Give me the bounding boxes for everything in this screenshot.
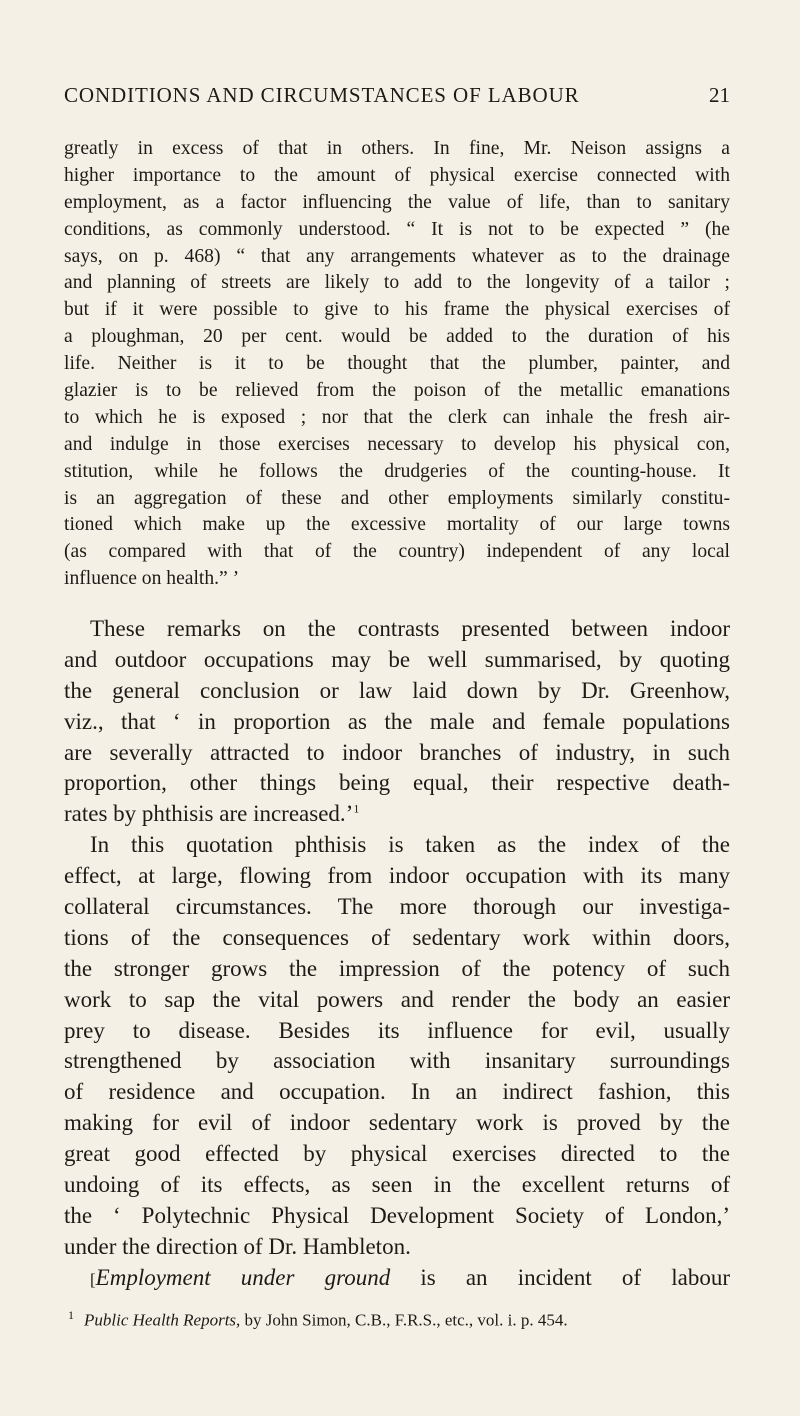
footnote-reference: 1 — [353, 801, 360, 816]
quote-line: stitution, while he follows the drudgeries of the counting-house. It — [64, 460, 730, 482]
body-line: collateral circumstances. The more thorough our investiga- — [64, 894, 730, 920]
body-line — [64, 799, 730, 830]
quote-line: is an aggregation of these and other employments similarly constitu- — [64, 487, 730, 509]
quote-line: and planning of streets are likely to add to the longevity of a tailor ; — [64, 272, 730, 294]
body-line: the stronger grows the impression of the potency of such — [64, 955, 730, 981]
body-line: work to sap the vital powers and render the body an easier — [64, 986, 730, 1012]
quote-line: says, on p. 468) “ that any arrangements whatever as to the drainage — [64, 245, 730, 267]
body-line: great good effected by physical exercises directed to the — [64, 1141, 730, 1167]
quote-line: to which he is exposed ; nor that the clerk can inhale the fresh air- — [64, 406, 730, 428]
main-text — [64, 614, 730, 1294]
body-line — [64, 1263, 730, 1294]
footnote-text: by John Simon, C.B., F.R.S., etc., vol. i. p. 454. — [240, 1310, 568, 1330]
quote-line: a ploughman, 20 per cent. would be added to the duration of his — [64, 326, 730, 348]
quote-line: greatly in excess of that in others. In fine, Mr. Neison assigns a — [64, 138, 730, 159]
quote-line: and indulge in those exercises necessary to develop his physical con, — [64, 433, 730, 455]
italic-phrase: Employment under ground — [95, 1264, 391, 1290]
body-line: undoing of its effects, as seen in the excellent returns of — [64, 1172, 730, 1198]
body-line: These remarks on the contrasts presented between indoor — [90, 616, 730, 641]
body-line: tions of the consequences of sedentary work within doors, — [64, 924, 730, 950]
quote-line: glazier is to be relieved from the poison of the metallic emanations — [64, 380, 730, 402]
quote-line: life. Neither is it to be thought that the plumber, painter, and — [64, 353, 730, 375]
body-line: of residence and occupation. In an indirect fashion, this — [64, 1079, 730, 1105]
body-line: strengthened by association with insanitary surroundings — [64, 1048, 730, 1074]
page-number: 21 — [709, 83, 730, 107]
body-line: and outdoor occupations may be well summarised, by quoting — [64, 646, 730, 672]
quote-paragraph — [64, 136, 730, 593]
body-line: prey to disease. Besides its influence for evil, usually — [64, 1017, 730, 1043]
body-line: viz., that ‘ in proportion as the male and female populations — [64, 708, 730, 734]
body-line-text: rates by phthisis are increased.’ — [64, 801, 354, 827]
paragraph-employment-underground — [64, 1263, 730, 1294]
body-line: under the direction of Dr. Hambleton. — [64, 1233, 411, 1259]
body-line: effect, at large, flowing from indoor occupation with its many — [64, 863, 730, 889]
quote-line: tioned which make up the excessive mortality of our large towns — [64, 514, 730, 536]
quote-line: employment, as a factor influencing the value of life, than to sanitary — [64, 191, 730, 213]
running-header — [64, 80, 730, 110]
body-line: In this quotation phthisis is taken as the index of the — [90, 832, 730, 858]
body-line: making for evil of indoor sedentary work is proved by the — [64, 1110, 730, 1136]
footnote-marker: 1 — [68, 1308, 74, 1322]
body-line: the ‘ Polytechnic Physical Development Society of London,’ — [64, 1202, 730, 1228]
paragraph-phthisis-index — [64, 830, 730, 1262]
quote-line: influence on health.” ’ — [64, 568, 240, 590]
paragraph-greenhow-law — [64, 614, 730, 830]
body-line-text: is an incident of labour — [390, 1264, 730, 1290]
bracket-mark: [ — [90, 1269, 96, 1289]
footnote — [68, 1303, 730, 1333]
body-line: are severally attracted to indoor branches of industry, in such — [64, 739, 730, 765]
running-title: CONDITIONS AND CIRCUMSTANCES OF LABOUR — [64, 83, 580, 107]
quote-line: but if it were possible to give to his frame the physical exercises of — [64, 299, 730, 321]
quote-line: (as compared with that of the country) independent of any local — [64, 541, 730, 563]
footnote-source-title: Public Health Reports, — [84, 1310, 241, 1330]
body-line: proportion, other things being equal, their respective death- — [64, 770, 730, 796]
quote-line: conditions, as commonly understood. “ It is not to be expected ” (he — [64, 218, 730, 240]
quote-line: higher importance to the amount of physical exercise connected with — [64, 164, 730, 186]
body-line: the general conclusion or law laid down by Dr. Greenhow, — [64, 677, 730, 703]
